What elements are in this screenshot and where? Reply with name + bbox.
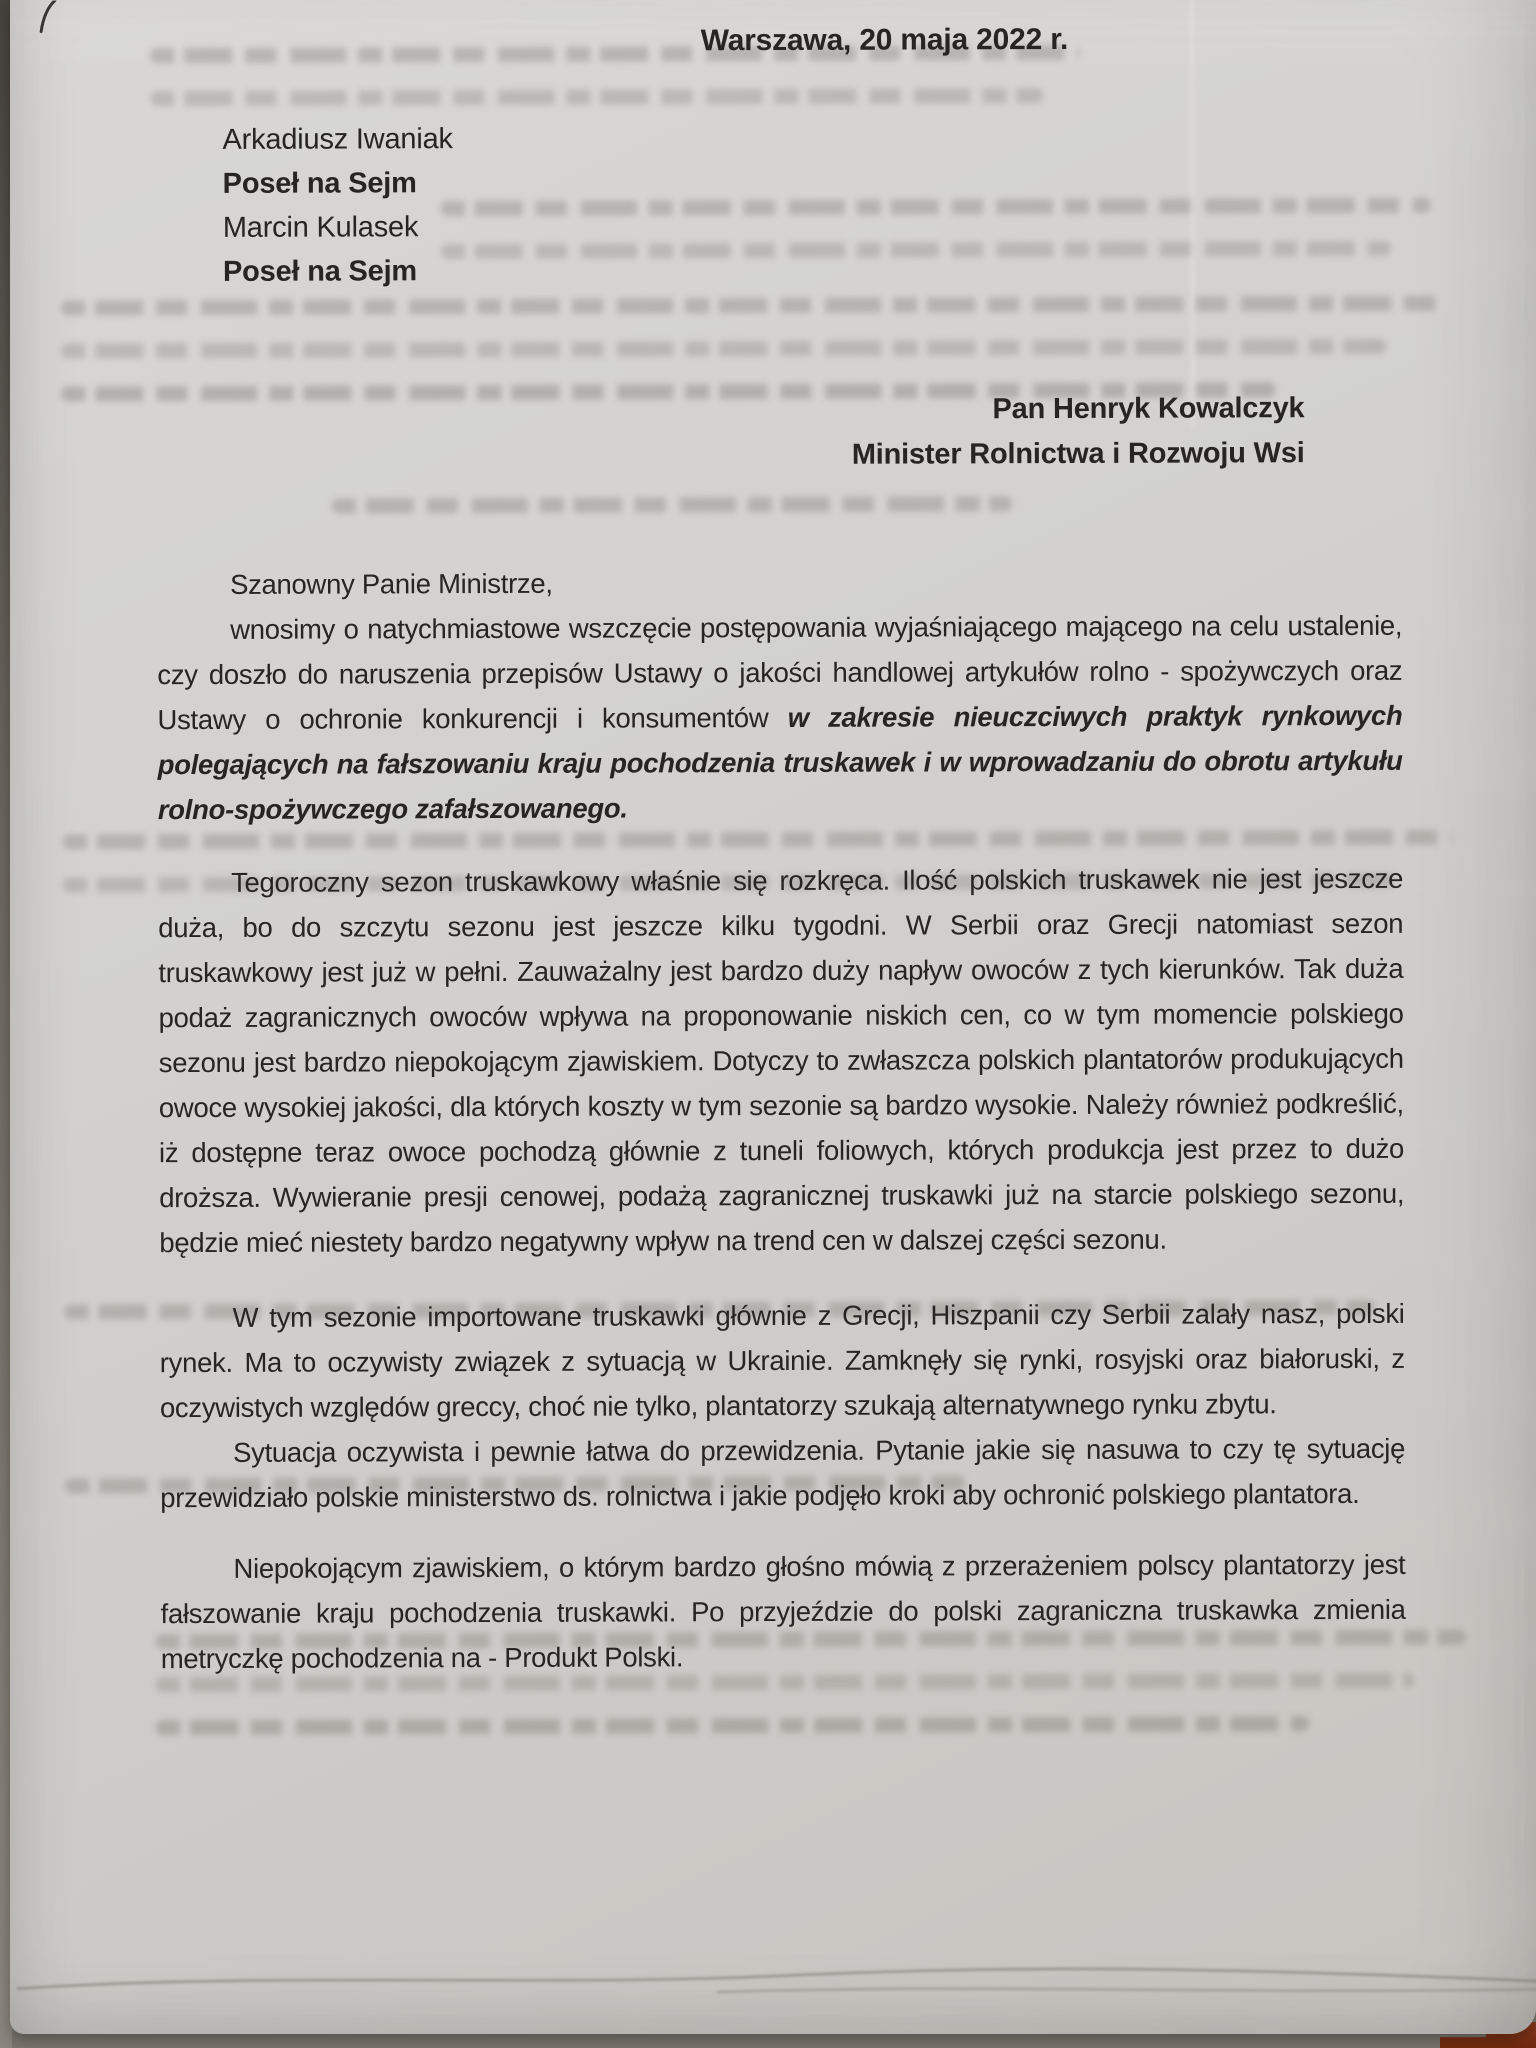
paragraphs <box>157 603 1406 1681</box>
bleedthrough-text <box>441 198 1431 287</box>
body-paragraph: W tym sezonie importowane truskawki głównie z Grecji, Hiszpanii czy Serbii zalały nasz, polski rynek. Ma to oczywisty związek z sytuacją w Ukrainie. Zamknęły się rynki, rosyjski oraz białoruski, z oczywistych względów greccy, choć nie tylko, plantatorzy szukają alternatywnego rynku zbytu. <box>159 1297 1405 1424</box>
body-paragraph: Sytuacja oczywista i pewnie łatwa do przewidzenia. Pytanie jakie się nasuwa to czy tę sytuację przewidziało polskie ministerstwo ds. rolnictwa i jakie podjęło kroki aby ochronić polskiego plantatora. <box>160 1432 1406 1514</box>
paper-fold-line <box>17 1937 1536 2012</box>
pen-mark <box>28 0 68 44</box>
letter-page <box>10 0 1536 2034</box>
body-paragraph: Niepokojącym zjawiskiem, o którym bardzo głośno mówią z przerażeniem polscy plantatorzy jest fałszowanie kraju pochodzenia truskawki. Po przyjeździe do polski zagraniczna truskawka zmienia metryczkę pochodzenia na - Produkt Polski. <box>160 1548 1406 1675</box>
bleedthrough-text <box>332 496 1012 541</box>
recipient-block <box>852 386 1305 478</box>
page-content <box>10 0 1536 2037</box>
body-paragraph: Tegoroczny sezon truskawkowy właśnie się rozkręca. Ilość polskich truskawek nie jest jeszcze duża, bo do szczytu sezonu jest jeszcze kilku tygodni. W Serbii oraz Grecji natomiast sezon truskawkowy jest już w pełni. Zauważalny jest bardzo duży napływ owoców z tych kierunków. Tak duża podaż zagranicznych owoców wpływa na proponowanie niskich cen, co w tym momencie polskiego sezonu jest bardzo niepokojącym zjawiskiem. Dotyczy to zwłaszcza polskich plantatorów produkujących owoce wysokiej jakości, dla których koszty w tym sezonie są bardzo wysokie. Należy również podkreślić, iż dostępne teraz owoce pochodzą głównie z tuneli foliowych, których produkcja jest przez to dużo droższa. Wywieranie presji cenowej, podażą zagranicznej truskawki już na starcie polskiego sezonu, będzie mieć niestety bardzo negatywny wpływ na trend cen w dalszej części sezonu. <box>158 862 1405 1259</box>
sender-title: Poseł na Sejm <box>222 167 417 200</box>
sender-title: Poseł na Sejm <box>222 255 418 288</box>
recipient-title: Minister Rolnictwa i Rozwoju Wsi <box>851 437 1305 471</box>
recipient-name: Pan Henryk Kowalczyk <box>992 392 1305 426</box>
body-paragraph: wnosimy o natychmiastowe wszczęcie postępowania wyjaśniającego mającego na celu ustalenie, czy doszło do naruszenia przepisów Ustawy o jakości handlowej artykułów rolno - spożywczych oraz Ustawy o ochronie konkurencji i konsumentów w zakresie nieuczciwych praktyk rynkowych polegających na fałszowaniu kraju pochodzenia truskawek i w wprowadzaniu do obrotu artykułu rolno-spożywczego zafałszowanego. <box>157 609 1403 826</box>
sender-block <box>222 117 453 294</box>
sender-name: Arkadiusz Iwaniak <box>222 123 453 156</box>
date-line: Warszawa, 20 maja 2022 r. <box>700 22 1069 58</box>
salutation: Szanowny Panie Ministrze, <box>229 567 553 600</box>
letter-body <box>157 558 1406 1681</box>
sender-name: Marcin Kulasek <box>222 211 419 244</box>
